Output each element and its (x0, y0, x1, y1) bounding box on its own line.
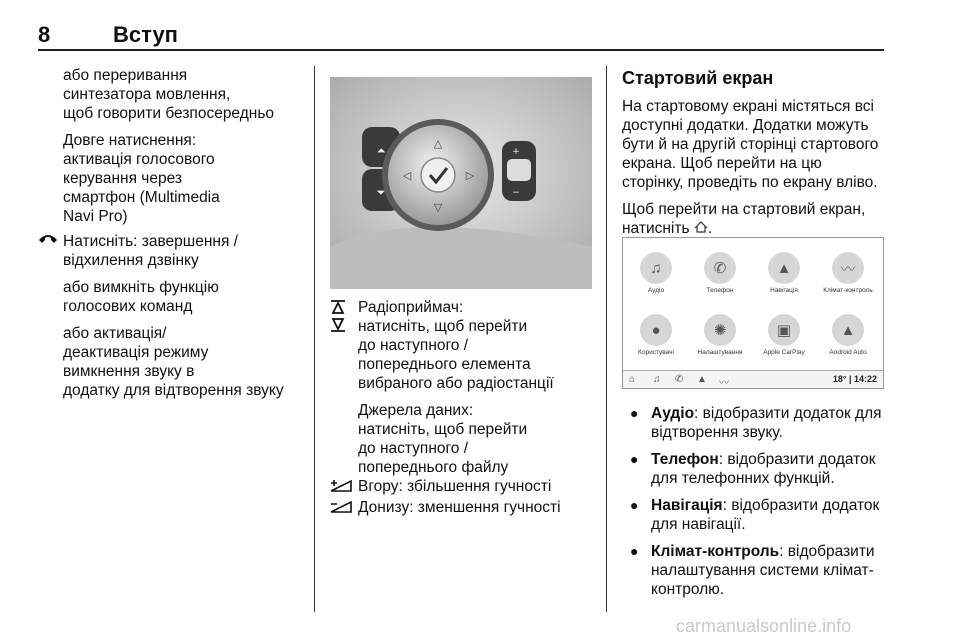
bullet-rest: : відобразити (779, 543, 875, 560)
right-line: На стартовому екрані містяться всі (622, 98, 874, 115)
app-label: Аудіо (647, 287, 665, 294)
navigation-arrow-icon: ▲ (697, 374, 707, 385)
right-line: Щоб перейти на стартовий екран, (622, 201, 866, 218)
bullet-line: для навігації. (651, 516, 746, 533)
bullet-rest: : відобразити додаток для (694, 405, 882, 422)
right-line-text: натисніть (622, 220, 690, 237)
carplay-icon: ▣ (768, 314, 800, 346)
app-label: Налаштування (697, 349, 743, 356)
left-line: Натисніть: завершення / (63, 233, 238, 250)
app-tile-phone (689, 252, 751, 294)
page-header (0, 0, 960, 50)
phone-hangup-icon (38, 232, 58, 251)
app-tile-carplay (753, 314, 815, 356)
right-line (622, 219, 712, 238)
svg-text:▷: ▷ (465, 169, 475, 182)
navigation-arrow-icon: ▲ (768, 252, 800, 284)
app-tile-android-auto (817, 314, 879, 356)
radio-next-prev-icon (330, 299, 346, 338)
bullet-term: Аудіо (651, 405, 695, 422)
left-line: Navi Pro) (63, 208, 128, 225)
middle-line: натисніть, щоб перейти (358, 421, 528, 438)
right-line: доступні додатки. Додатки можуть (622, 117, 869, 134)
screen-status-bar (623, 370, 883, 388)
middle-line: до наступного / (358, 440, 469, 457)
app-tile-climate (817, 252, 879, 294)
left-line: або вимкніть функцію (63, 279, 219, 296)
page-number: 8 (38, 22, 51, 47)
left-line: або активація/ (63, 325, 167, 342)
volume-up-icon (330, 477, 352, 498)
middle-line: попереднього елемента (358, 356, 531, 373)
bullet-line (651, 450, 875, 469)
svg-text:◁: ◁ (402, 169, 412, 182)
bullet-line: налаштування системи клімат- (651, 562, 874, 579)
right-line: екрана. Щоб перейти на цю (622, 155, 822, 172)
middle-line: попереднього файлу (358, 459, 509, 476)
steering-wheel-photo (330, 77, 592, 289)
home-icon: ⌂ (629, 374, 636, 385)
bullet-term: Телефон (651, 451, 719, 468)
middle-line: до наступного / (358, 337, 469, 354)
left-line: вимкнення звуку в (63, 363, 195, 380)
left-line: синтезатора мовлення, (63, 86, 231, 103)
middle-line: натисніть, щоб перейти (358, 318, 528, 335)
bullet-rest: : відобразити додаток (722, 497, 880, 514)
left-line: або переривання (63, 67, 188, 84)
svg-text:⏷: ⏷ (376, 186, 386, 199)
status-temperature: 18° (832, 374, 847, 384)
music-note-icon: ♫ (653, 374, 661, 385)
gear-icon: ✺ (704, 314, 736, 346)
volume-up-text: Вгору: збільшення гучності (358, 478, 552, 495)
left-line: додатку для відтворення звуку (63, 382, 284, 399)
right-line: бути й на другій сторінці стартового (622, 136, 879, 153)
svg-text:△: △ (433, 137, 443, 150)
app-label: Клімат-контроль (823, 287, 873, 294)
bullet-dot: ● (630, 497, 639, 513)
column-divider-2 (606, 66, 607, 612)
watermark: carmanualsonline.info (676, 616, 852, 636)
user-icon: ● (640, 314, 672, 346)
bullet-line (651, 542, 875, 561)
column-divider-1 (314, 66, 315, 612)
bullet-line (651, 496, 879, 515)
app-tile-settings (689, 314, 751, 356)
page-title: Вступ (113, 22, 178, 47)
app-label: Android Auto (829, 349, 867, 356)
right-line: сторінку, проведіть по екрану вліво. (622, 174, 878, 191)
left-line: активація голосового (63, 151, 215, 168)
section-heading: Стартовий екран (622, 68, 774, 88)
bullet-dot: ● (630, 543, 639, 559)
phone-icon: ✆ (704, 252, 736, 284)
app-label: Apple CarPlay (763, 349, 805, 356)
bullet-term: Клімат-контроль (651, 543, 780, 560)
svg-text:⏶: ⏶ (376, 144, 386, 157)
bullet-line: відтворення звуку. (651, 424, 783, 441)
bullet-line: контролю. (651, 581, 725, 598)
home-screen-illustration (622, 237, 884, 389)
svg-text:+: + (512, 147, 520, 157)
music-note-icon: ♫ (640, 252, 672, 284)
left-line: Довге натиснення: (63, 132, 197, 149)
right-line-end: . (707, 220, 713, 237)
bullet-dot: ● (630, 405, 639, 421)
svg-text:▽: ▽ (433, 201, 443, 214)
left-line: деактивація режиму (63, 344, 209, 361)
left-line: керування через (63, 170, 182, 187)
app-tile-navigation (753, 252, 815, 294)
bullet-rest: : відобразити додаток (718, 451, 876, 468)
left-line: відхилення дзвінку (63, 252, 199, 269)
left-line: голосових команд (63, 298, 193, 315)
bullet-dot: ● (630, 451, 639, 467)
middle-line: Радіоприймач: (358, 299, 464, 316)
bullet-line (651, 404, 882, 423)
bullet-term: Навігація (651, 497, 723, 514)
header-rule (38, 49, 884, 51)
middle-line: Джерела даних: (358, 402, 474, 419)
home-icon (694, 220, 708, 237)
bullet-line: для телефонних функцій. (651, 470, 835, 487)
status-time: 14:22 (853, 374, 877, 384)
volume-down-text: Донизу: зменшення гучності (358, 499, 561, 516)
climate-icon: 〰 (832, 252, 864, 284)
status-temp-time: 18° | 14:22 (832, 374, 877, 384)
app-label: Телефон (706, 287, 734, 294)
android-auto-icon: ▲ (832, 314, 864, 346)
app-tile-audio (625, 252, 687, 294)
svg-text:−: − (512, 188, 520, 198)
volume-down-icon (330, 498, 352, 519)
app-label: Навігація (770, 287, 798, 294)
left-line: щоб говорити безпосередньо (63, 105, 275, 122)
app-tile-users (625, 314, 687, 356)
app-label: Користувачі (638, 349, 674, 356)
middle-line: вибраного або радіостанції (358, 375, 554, 392)
climate-icon: 〰 (719, 378, 729, 389)
phone-icon: ✆ (675, 374, 684, 385)
left-line: смартфон (Multimedia (63, 189, 220, 206)
